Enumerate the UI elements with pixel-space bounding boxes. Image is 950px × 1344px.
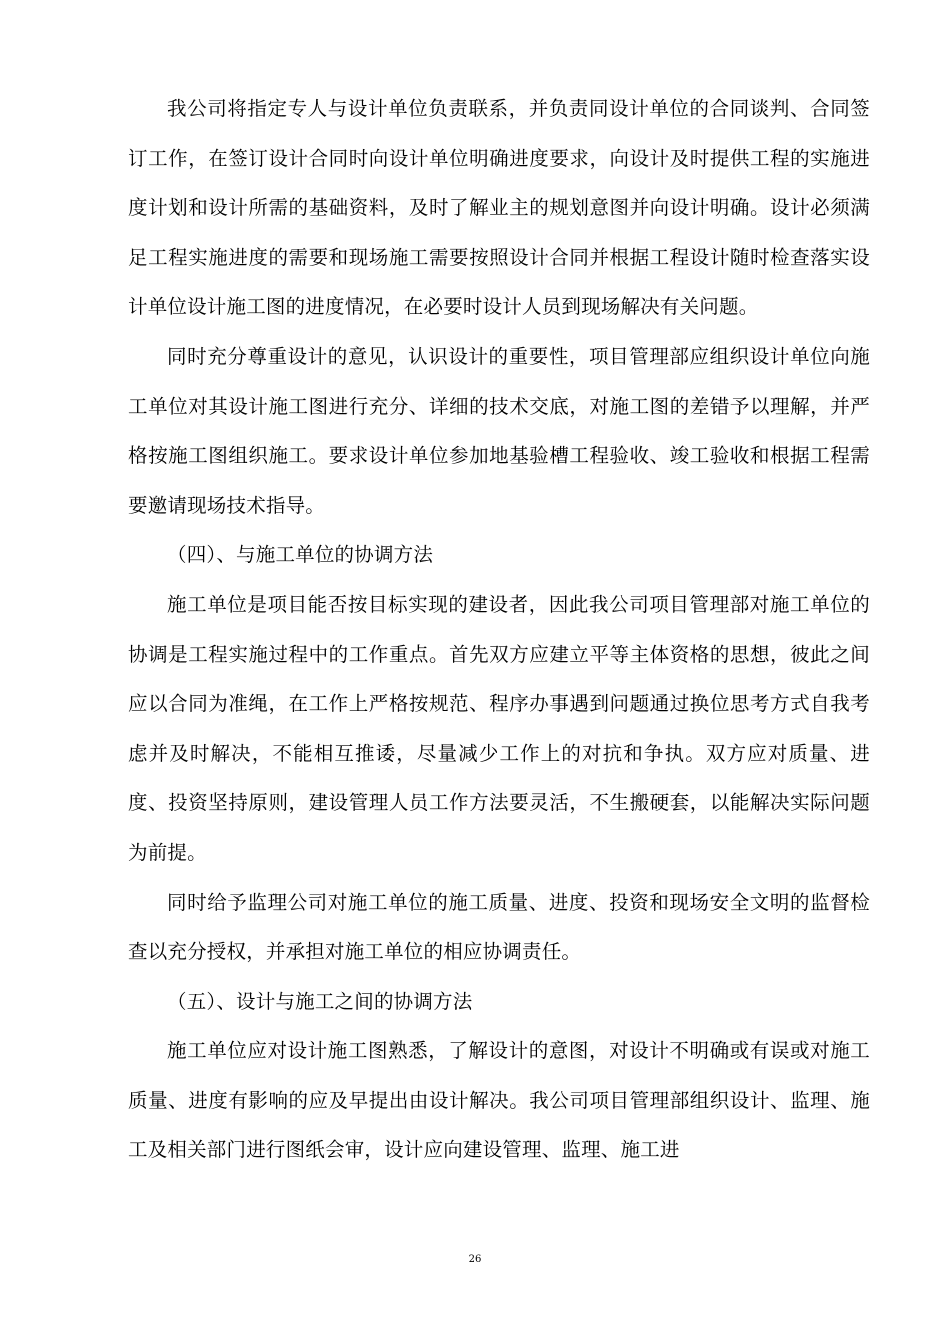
page-number: 26 bbox=[468, 1254, 482, 1265]
section-heading-design-construction: （五）、设计与施工之间的协调方法 bbox=[167, 989, 473, 1013]
body-text bbox=[128, 84, 870, 1175]
paragraph-drawing-review: 施工单位应对设计施工图熟悉，了解设计的意图，对设计不明确或有误或对施工质量、进度有影响的应及早提出由设计解决。我公司项目管理部组织设计、监理、施工及相关部门进行图纸会审，设计应向建设管理、监理、施工进 bbox=[128, 1039, 870, 1162]
section-heading-construction-coordination: （四）、与施工单位的协调方法 bbox=[167, 543, 434, 567]
paragraph-design-liaison: 我公司将指定专人与设计单位负责联系，并负责同设计单位的合同谈判、合同签订工作，在签订设计合同时向设计单位明确进度要求，向设计及时提供工程的实施进度计划和设计所需的基础资料，及时了解业主的规划意图并向设计明确。设计必须满足工程实施进度的需要和现场施工需要按照设计合同并根据工程设计随时检查落实设计单位设计施工图的进度情况，在必要时设计人员到现场解决有关问题。 bbox=[128, 97, 870, 319]
paragraph-respect-design: 同时充分尊重设计的意见，认识设计的重要性，项目管理部应组织设计单位向施工单位对其设计施工图进行充分、详细的技术交底，对施工图的差错予以理解，并严格按施工图组织施工。要求设计单位参加地基验槽工程验收、竣工验收和根据工程需要邀请现场技术指导。 bbox=[128, 344, 870, 517]
paragraph-supervision-authority: 同时给予监理公司对施工单位的施工质量、进度、投资和现场安全文明的监督检查以充分授权，并承担对施工单位的相应协调责任。 bbox=[128, 890, 870, 964]
paragraph-construction-unit: 施工单位是项目能否按目标实现的建设者，因此我公司项目管理部对施工单位的协调是工程实施过程中的工作重点。首先双方应建立平等主体资格的思想，彼此之间应以合同为准绳，在工作上严格按规范、程序办事遇到问题通过换位思考方式自我考虑并及时解决，不能相互推诿，尽量减少工作上的对抗和争执。双方应对质量、进度、投资坚持原则，建设管理人员工作方法要灵活，不生搬硬套，以能解决实际问题为前提。 bbox=[128, 592, 870, 864]
